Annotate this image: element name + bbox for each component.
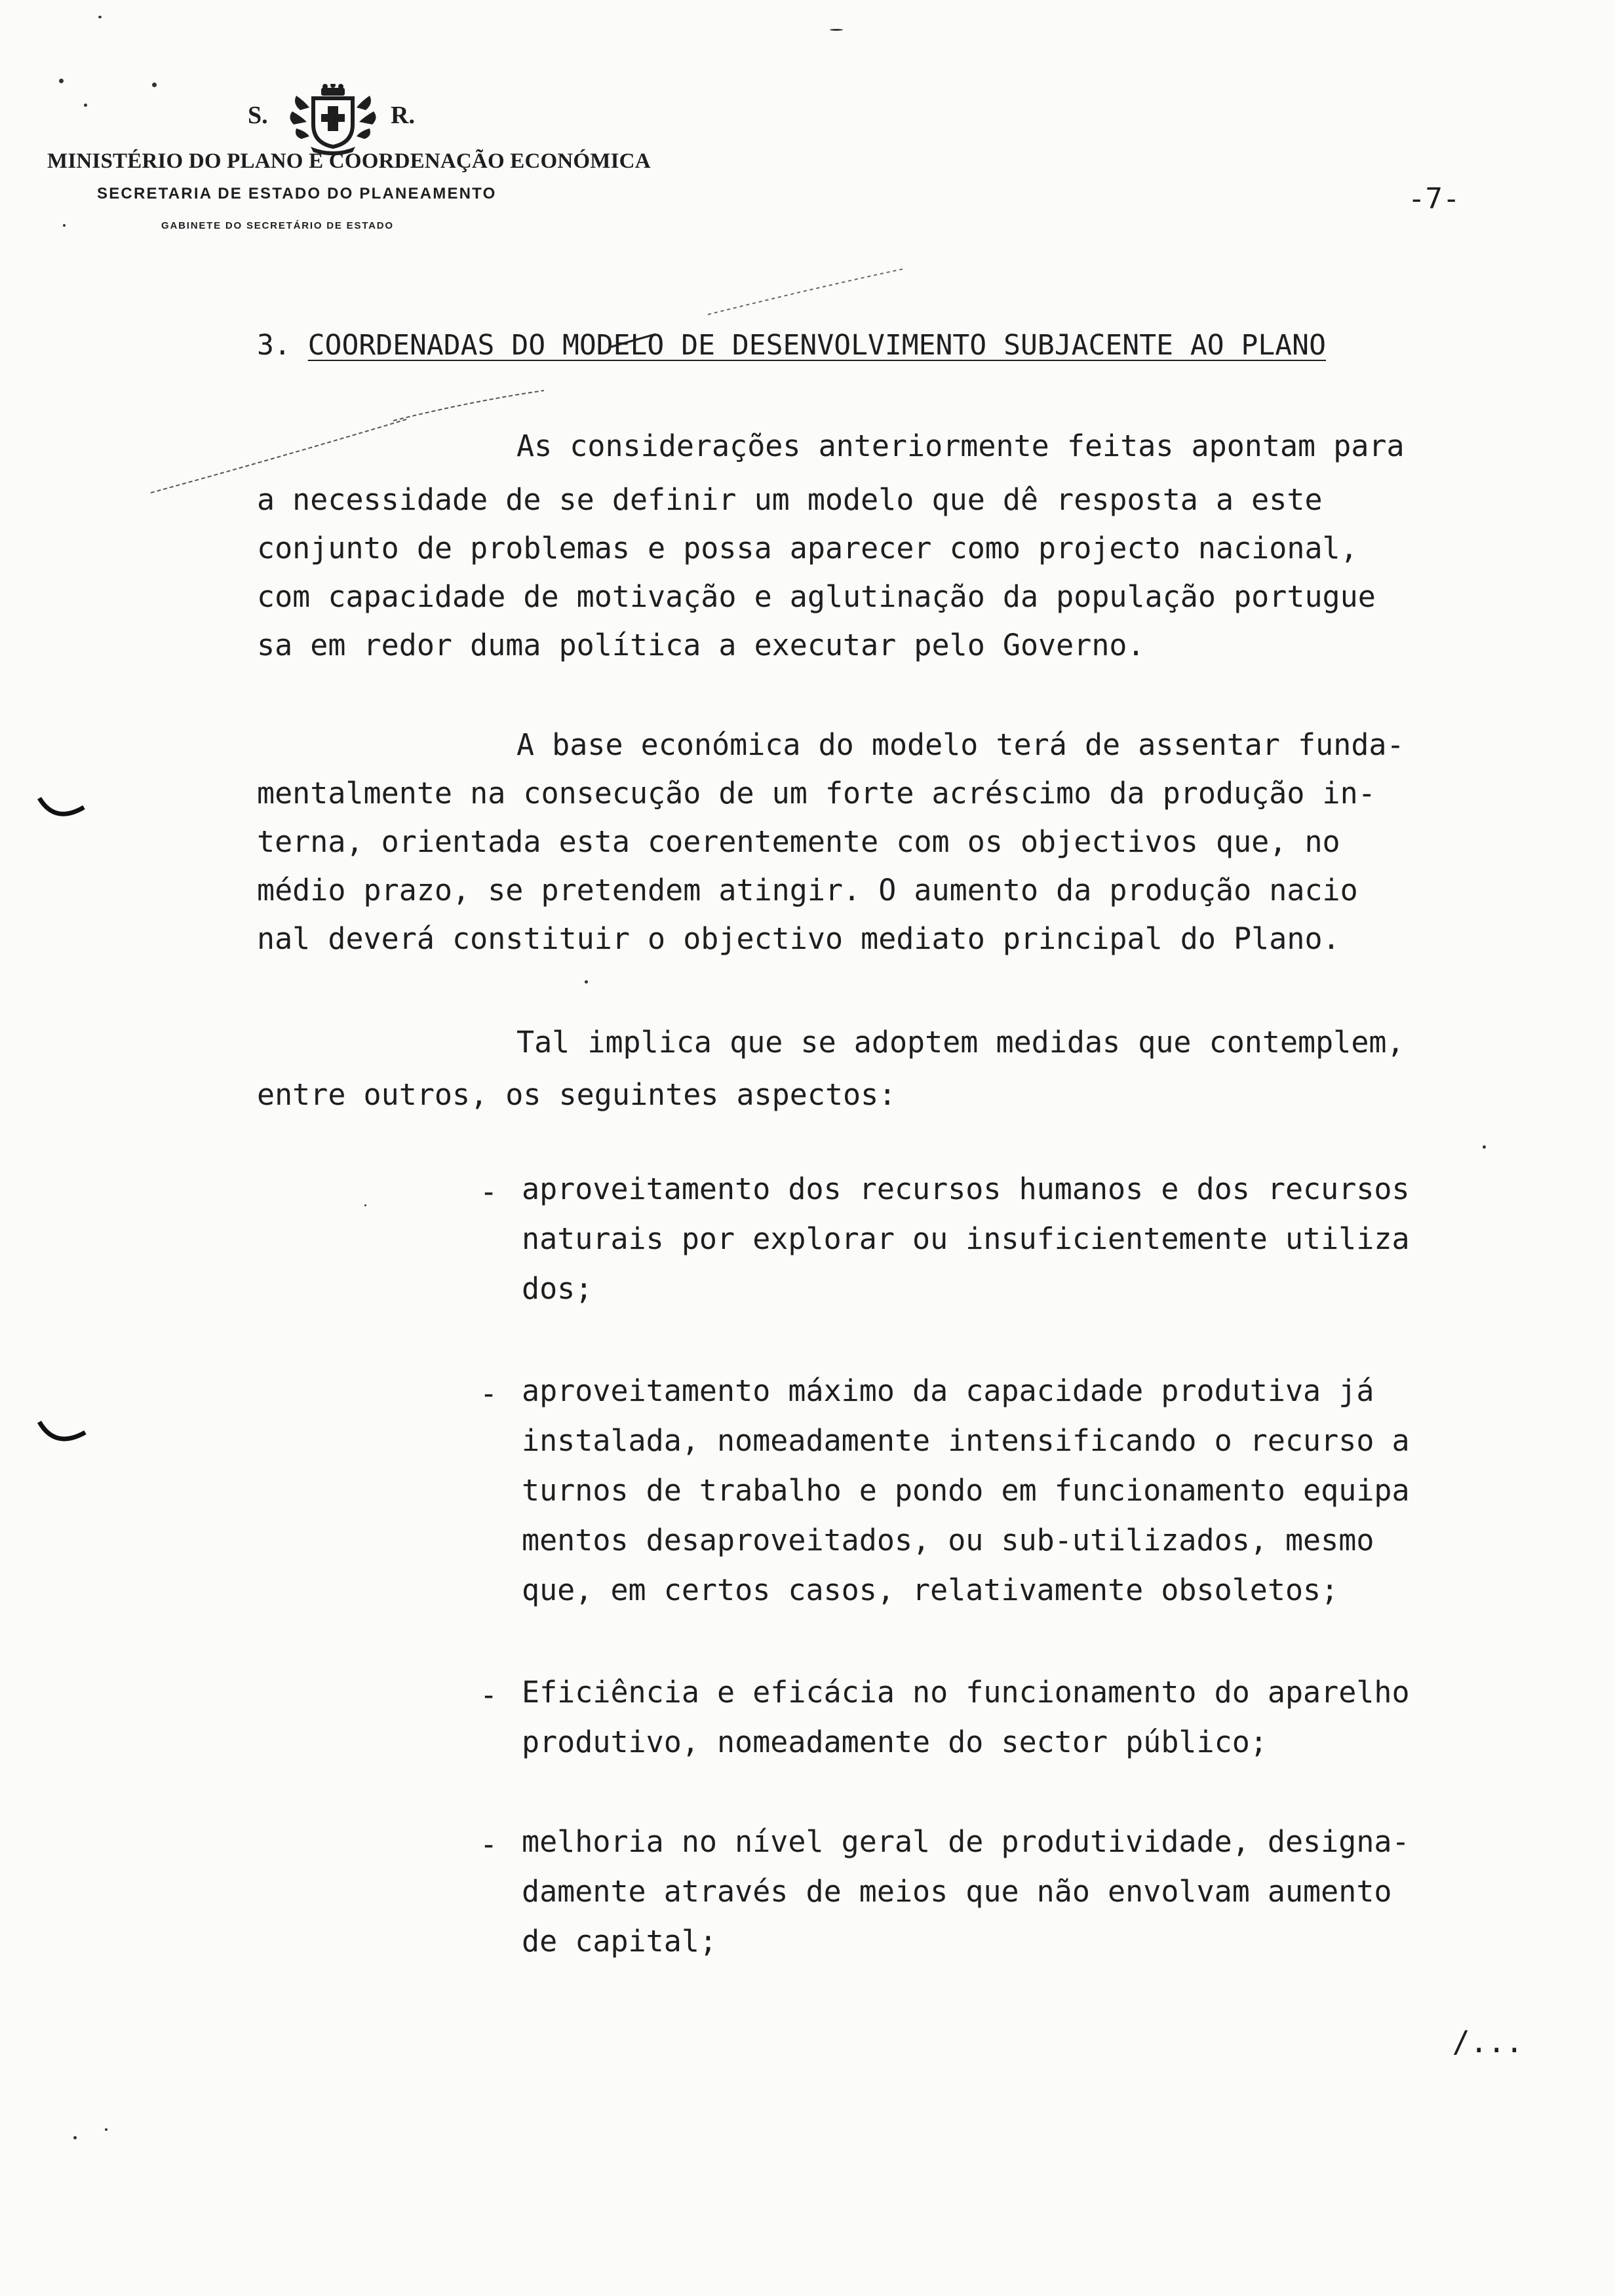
page-number: -7- [1408,182,1460,216]
ministry-name: MINISTÉRIO DO PLANO E COORDENAÇÃO ECONÓMICA [47,149,651,173]
text-line: mentalmente na consecução de um forte acréscimo da produção in- [257,776,1376,811]
letterhead-s: S. [248,102,268,129]
text-line: médio prazo, se pretendem atingir. O aumento da produção nacio [257,873,1358,908]
text-line: terna, orientada esta coerentemente com os objectivos que, no [257,824,1340,859]
secretariat-name: SECRETARIA DE ESTADO DO PLANEAMENTO [97,185,497,202]
coat-of-arms-icon [287,84,379,156]
text-line: produtivo, nomeadamente do sector público; [522,1725,1268,1759]
text-line: mentos desaproveitados, ou sub-utilizados, mesmo [522,1523,1374,1558]
text-line: A base económica do modelo terá de assentar funda- [516,727,1405,762]
letterhead-r: R. [391,102,415,129]
text-line: melhoria no nível geral de produtividade, designa- [522,1824,1410,1859]
text-line: Tal implica que se adoptem medidas que contemplem, [516,1025,1405,1060]
text-line: aproveitamento máximo da capacidade produtiva já [522,1373,1374,1408]
text-line: dos; [522,1271,593,1306]
text-line: conjunto de problemas e possa aparecer como projecto nacional, [257,531,1358,565]
text-line: turnos de trabalho e pondo em funcionamento equipa [522,1473,1410,1508]
section-title: COORDENADAS DO MODELO DE DESENVOLVIMENTO SUBJACENTE AO PLANO [307,329,1326,362]
text-line: que, em certos casos, relativamente obsoletos; [522,1573,1339,1607]
section-heading [257,329,1326,362]
punch-mark-icon [39,1422,85,1439]
text-line: sa em redor duma política a executar pelo Governo. [257,628,1145,662]
text-line: Eficiência e eficácia no funcionamento do aparelho [522,1675,1410,1710]
text-line: instalada, nomeadamente intensificando o recurso a [522,1423,1410,1458]
text-line: a necessidade de se definir um modelo que dê resposta a este [257,482,1323,517]
text-line: entre outros, os seguintes aspectos: [257,1077,897,1112]
continuation-mark: /... [1452,2025,1523,2059]
text-line: com capacidade de motivação e aglutinação da população portugue [257,579,1376,614]
bullet-dash: - [480,1827,498,1862]
bullet-dash: - [480,1376,498,1411]
text-line: As considerações anteriormente feitas apontam para [516,429,1405,463]
bullet-dash: - [480,1677,498,1712]
text-line: naturais por explorar ou insuficientemente utiliza [522,1221,1410,1256]
letterhead-monogram [248,84,438,156]
text-line: aproveitamento dos recursos humanos e dos recursos [522,1172,1410,1206]
text-line: damente através de meios que não envolvam aumento [522,1874,1392,1909]
section-number: 3. [257,329,291,362]
bullet-dash: - [480,1174,498,1209]
text-line: nal deverá constituir o objectivo mediato principal do Plano. [257,921,1340,956]
cabinet-name: GABINETE DO SECRETÁRIO DE ESTADO [161,220,394,231]
punch-mark-icon [39,798,84,814]
text-line: de capital; [522,1924,718,1959]
